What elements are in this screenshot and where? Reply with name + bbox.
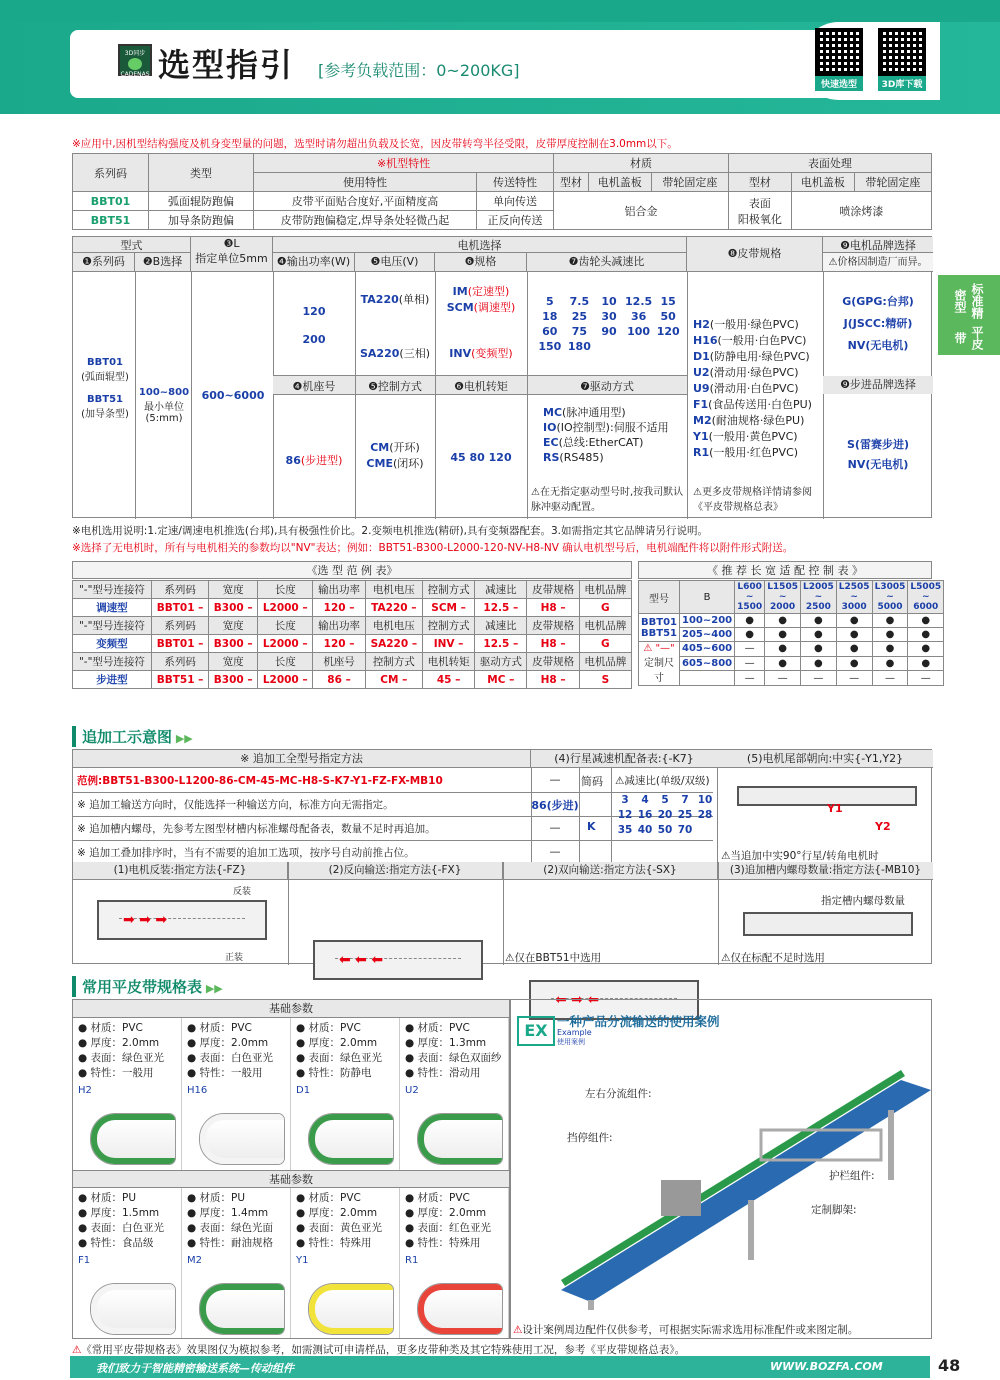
fit-cell: — bbox=[765, 671, 801, 686]
table-header-cell: L2005 ~ 2500 bbox=[800, 581, 836, 614]
table-row bbox=[73, 671, 632, 689]
brand-list bbox=[823, 291, 933, 357]
spec-line: ● 特性：特殊用 bbox=[296, 1237, 372, 1249]
belt-code: U9 bbox=[693, 382, 710, 395]
table-header-cell: L3005 ~ 5000 bbox=[872, 581, 908, 614]
series-table: 系列码 类型 ※机型特性 材质 表面处理 使用特性 传送特性 型材 电机盖板 带轮固定座 型材 电机盖板 带轮固定座 BBT01 弧面辊防跑偏 皮带平面贴合度好,平面精度高 单向传送 铝合金 表面 阳极氧化 喷涂烤漆 BBT51 加导条防跑偏 皮带防跑偏稳定,焊导条处轻微凸起 正反向传送 bbox=[72, 153, 932, 230]
ratio-value: 5 bbox=[545, 295, 554, 308]
belt-item: M2(耐油规格·绿色PU) bbox=[693, 414, 805, 427]
belt-code: F1 bbox=[78, 1255, 91, 1266]
spec-line: ● 厚度：1.4mm bbox=[187, 1207, 269, 1219]
table-header-cell: 电机品牌 bbox=[579, 653, 631, 671]
ratio-value: 10 bbox=[601, 295, 617, 308]
ratio-value: 7.5 bbox=[569, 295, 590, 308]
step-brand-item: NV(无电机) bbox=[847, 458, 909, 471]
footer-bar: 我们致力于智能精密输送系统—传动组件 WWW.BOZFA.COM bbox=[70, 1356, 930, 1378]
table-cell: 12.5 – bbox=[475, 635, 527, 653]
belt-sample-icon bbox=[418, 1114, 502, 1164]
ratio-value: 180 bbox=[567, 340, 591, 353]
drive-item: IO(IO控制型):伺服不适用 bbox=[543, 421, 669, 434]
qr-code-icon[interactable] bbox=[815, 28, 863, 76]
table-cell: MC – bbox=[475, 671, 527, 689]
spec-line: ● 厚度：1.3mm bbox=[405, 1037, 487, 1049]
ratio-value: 150 bbox=[538, 340, 562, 353]
table-cell: L2000 – bbox=[258, 635, 313, 653]
table-header-cell: 系列码 bbox=[151, 617, 208, 635]
fit-cell: ● bbox=[765, 628, 801, 642]
drive-item: RS(RS485) bbox=[543, 451, 604, 464]
model-cell bbox=[639, 614, 680, 642]
table-header-cell: 输出功率 bbox=[313, 581, 365, 599]
belt-code: U2 bbox=[693, 366, 710, 379]
belt-code: H2 bbox=[78, 1085, 92, 1096]
table-cell: B300 – bbox=[209, 599, 258, 617]
spec-line: ● 特性：耐油规格 bbox=[187, 1237, 273, 1249]
note-motor: ※电机选用说明:1.定速/调速电机推选(台邦),具有极强性价比。2.变频电机推选(精研),具有变频器配套。3.如需指定其它品牌请另行说明。 bbox=[72, 525, 708, 537]
spec-line: ● 厚度：2.0mm bbox=[405, 1207, 487, 1219]
cadenas-logo: 3D同步 CADENAS bbox=[118, 44, 152, 76]
belt-list bbox=[693, 317, 821, 461]
table-header-cell: 减速比 bbox=[475, 581, 527, 599]
fit-cell: ● bbox=[735, 628, 765, 642]
table-header-cell: 宽度 bbox=[209, 653, 258, 671]
table-row bbox=[639, 642, 944, 657]
fit-cell: — bbox=[836, 671, 872, 686]
table-header-cell: 减速比 bbox=[475, 617, 527, 635]
table-cell: H8 – bbox=[527, 599, 579, 617]
k-value: 5 bbox=[661, 794, 669, 806]
fit-cell: ● bbox=[800, 656, 836, 671]
fit-cell: ● bbox=[908, 642, 944, 657]
b-range: 100~200 bbox=[679, 614, 734, 628]
ratio-value: 36 bbox=[630, 310, 647, 323]
drive-list bbox=[543, 405, 687, 465]
drive-code: MC bbox=[543, 406, 563, 419]
header-top-band bbox=[0, 0, 1000, 22]
table-cell: CM – bbox=[365, 671, 422, 689]
table-header-cell: 电机品牌 bbox=[579, 617, 631, 635]
fit-cell: ● bbox=[908, 628, 944, 642]
table-row bbox=[73, 635, 632, 653]
k-value: 35 bbox=[617, 824, 633, 836]
table-cell: SCM – bbox=[422, 599, 474, 617]
spec-line: ● 表面：绿色光面 bbox=[187, 1222, 273, 1234]
table-header-cell: L1505 ~ 2000 bbox=[765, 581, 801, 614]
qr1-label: 快速选型 bbox=[815, 76, 863, 91]
table-row bbox=[639, 656, 944, 671]
spec-line: ● 特性：特殊用 bbox=[405, 1237, 481, 1249]
belt-item: D1(防静电用·绿色PVC) bbox=[693, 350, 810, 363]
spec-line: ● 材质：PVC bbox=[187, 1022, 252, 1034]
fit-cell: ● bbox=[908, 614, 944, 628]
table-header-cell: "-"型号连接符 bbox=[73, 653, 152, 671]
k-value: 40 bbox=[637, 824, 653, 836]
table-header-cell: 控制方式 bbox=[422, 581, 474, 599]
belt-sample-icon bbox=[309, 1114, 393, 1164]
model-name: BBT01 bbox=[641, 616, 677, 628]
table-cell: SA220 – bbox=[365, 635, 422, 653]
spec-line: ● 材质：PU bbox=[78, 1192, 137, 1204]
spec-line: ● 材质：PU bbox=[187, 1192, 246, 1204]
spec-line: ● 材质：PVC bbox=[405, 1022, 470, 1034]
table-row bbox=[639, 671, 944, 686]
table-row bbox=[73, 653, 632, 671]
table-header-cell: 电机品牌 bbox=[579, 581, 631, 599]
belt-spec-card bbox=[291, 1188, 400, 1338]
section-belt: 常用平皮带规格表 ▶▶ bbox=[72, 976, 223, 997]
drive-code: EC bbox=[543, 436, 559, 449]
table-cell: 120 – bbox=[313, 599, 365, 617]
qr2-label: 3D库下载 bbox=[878, 76, 926, 91]
brand-item: G(GPG:台邦) bbox=[842, 295, 914, 308]
mb-diagram bbox=[743, 912, 913, 936]
belt-spec-card bbox=[400, 1018, 509, 1170]
table-header-cell: 电机转矩 bbox=[422, 653, 474, 671]
brand-item: NV(无电机) bbox=[847, 339, 909, 352]
page-title: 选型指引 bbox=[158, 46, 295, 84]
example-table bbox=[72, 580, 632, 689]
fit-cell: ● bbox=[872, 642, 908, 657]
fit-cell: ● bbox=[908, 656, 944, 671]
spec-line: ● 厚度：2.0mm bbox=[296, 1207, 378, 1219]
belt-code: U2 bbox=[405, 1085, 419, 1096]
table-row bbox=[73, 581, 632, 599]
belt-code: Y1 bbox=[296, 1255, 309, 1266]
k-value: 70 bbox=[677, 824, 693, 836]
fit-cell: ● bbox=[836, 614, 872, 628]
table-header-cell: 电机电压 bbox=[365, 617, 422, 635]
ratio-value: 15 bbox=[660, 295, 676, 308]
spec-line: ● 表面：绿色双面纱 bbox=[405, 1052, 502, 1064]
table-header-cell: 型号 bbox=[639, 581, 680, 614]
fit-table bbox=[638, 580, 944, 686]
table-cell: 调速型 bbox=[73, 599, 152, 617]
k-value: 20 bbox=[657, 809, 673, 821]
selection-table: 型式 ❶系列码 ❷B选择 ❸L 指定单位5mm 电机选择 ❹输出功率(W) ❺电压(V) ❻规格 ❼齿轮头减速比 ❽皮带规格 ❾电机品牌选择 ⚠价格因制造厂而异。 BBT01 (弧面辊型) BBT51 (加导条型) 100~800 最小单位 (5:mm) 600~6000 ❹机座号 ❺控制方式 ❻电机转矩 ❼驱动方式 120 200 TA220(单相) SA220(三相) IM(定速型) SCM(调速型) INV(变频型) 5 7.5 10 12.5 15 18 25 30 36 50 60 75 90 100 120 150 180 86(步进型) CM(开环) CME(闭环) 45 80 120 MC(脉冲通用型) IO(IO控制型):伺服不适用 EC(总线:EtherCAT) RS(RS485) ⚠在无指定驱动型号时,按我司默认脉冲驱动配置。 H2(一般用·绿色PVC) H16(一般用·白色PVC) D1(防静电用·绿色PVC) U2(滑动用·绿色PVC) U9(滑动用·白色PVC) F1(食品传送用·白色PU) M2(耐油规格·绿色PU) Y1(一般用·黄色PVC) R1(一般用·红色PVC) ⚠更多皮带规格详情请参阅《平皮带规格总表》 G(GPG:台邦) J(JSCC:精研) NV(无电机) ❾步进品牌选择 S(雷赛步进) NV(无电机) bbox=[72, 236, 932, 518]
spec-line: ● 厚度：2.0mm bbox=[296, 1037, 378, 1049]
table-cell: BBT01 – bbox=[151, 635, 208, 653]
example-table-title: 《选 型 范 例 表》 bbox=[72, 561, 632, 579]
fit-table-title: 《 推 荐 长 宽 适 配 控 制 表 》 bbox=[638, 561, 932, 579]
belt-code: R1 bbox=[405, 1255, 419, 1266]
k-value: 25 bbox=[677, 809, 693, 821]
qr-area bbox=[800, 22, 940, 100]
k-value: 50 bbox=[657, 824, 673, 836]
b-range: 205~400 bbox=[679, 628, 734, 642]
step-brand-item: S(雷赛步进) bbox=[847, 438, 909, 451]
belt-code: M2 bbox=[693, 414, 712, 427]
example-case: EX Example 使用案例 一种产品分流输送的使用案例 左右分流组件: 挡停组件: 护栏组件: 定制脚架: ⚠设计案例周边配件仅供参考，可根据实际需求选用标准配件或来图定制。 bbox=[510, 999, 932, 1339]
brand-item: J(JSCC:精研) bbox=[843, 317, 913, 330]
spec-line: ● 特性：一般用 bbox=[78, 1067, 154, 1079]
table-header-cell: 皮带规格 bbox=[527, 617, 579, 635]
table-cell: INV – bbox=[422, 635, 474, 653]
fit-cell: ● bbox=[872, 656, 908, 671]
spec-line: ● 表面：黄色亚光 bbox=[296, 1222, 382, 1234]
belt-code: H16 bbox=[187, 1085, 208, 1096]
belt-code: D1 bbox=[693, 350, 710, 363]
page-number: 48 bbox=[938, 1356, 961, 1375]
belt-item: F1(食品传送用·白色PU) bbox=[693, 398, 812, 411]
fit-cell: — bbox=[735, 671, 765, 686]
k-value: 28 bbox=[697, 809, 713, 821]
spec-line: ● 材质：PVC bbox=[296, 1192, 361, 1204]
spec-line: ● 材质：PVC bbox=[78, 1022, 143, 1034]
table-header-cell: 皮带规格 bbox=[527, 581, 579, 599]
table-header-cell: 系列码 bbox=[151, 653, 208, 671]
table-cell: 变频型 bbox=[73, 635, 152, 653]
ratio-value: 12.5 bbox=[625, 295, 653, 308]
table-cell: G bbox=[579, 599, 631, 617]
k-value: 12 bbox=[617, 809, 633, 821]
table-cell: L2000 – bbox=[258, 599, 313, 617]
b-range: 405~600 bbox=[679, 642, 734, 657]
table-header-cell: 控制方式 bbox=[365, 653, 422, 671]
belt-code: D1 bbox=[296, 1085, 311, 1096]
page-subtitle: [参考负载范围：0~200KG] bbox=[318, 61, 520, 80]
table-header-cell: B bbox=[679, 581, 734, 614]
belt-code: Y1 bbox=[693, 430, 709, 443]
k-value: 10 bbox=[697, 794, 713, 806]
table-row bbox=[639, 581, 944, 614]
belt-spec-card bbox=[73, 1188, 182, 1338]
fit-cell: ● bbox=[800, 614, 836, 628]
belt-item: H16(一般用·白色PVC) bbox=[693, 334, 807, 347]
table-header-cell: 驱动方式 bbox=[475, 653, 527, 671]
table-cell: TA220 – bbox=[365, 599, 422, 617]
spec-line: ● 厚度：2.0mm bbox=[187, 1037, 269, 1049]
belt-sample-icon bbox=[200, 1114, 284, 1164]
fit-cell: ● bbox=[836, 628, 872, 642]
belt-spec-table: 基础参数 ● 材质：PVC ● 厚度：2.0mm ● 表面：绿色亚光 ● 特性：一般用 H2 ● 材质：PVC ● 厚度：2.0mm ● 表面：白色亚光 ● 特性：一般用 H16 ● 材质：PVC ● 厚度：2.0mm ● 表面：绿色亚光 ● 特性：防静电 D1 ● 材质：PVC ● 厚度：1.3mm ● 表面：绿色双面纱 ● 特性：滑动用 U2 基础参数 ● 材质：PU ● 厚度：1.5mm ● 表面：白色亚光 ● 特性：食品级 F1 ● 材质：PU ● 厚度：1.4mm ● 表面：绿色光面 ● 特性：耐油规格 M2 ● 材质：PVC ● 厚度：2.0mm ● 表面：黄色亚光 ● 特性：特殊用 Y1 ● 材质：PVC ● 厚度：2.0mm ● 表面：红色亚光 ● 特性：特殊用 R1 bbox=[72, 999, 510, 1339]
spec-line: ● 表面：红色亚光 bbox=[405, 1222, 491, 1234]
table-header-cell: 系列码 bbox=[151, 581, 208, 599]
ratio-value: 75 bbox=[571, 325, 588, 338]
fit-cell: ● bbox=[800, 642, 836, 657]
fit-cell: — bbox=[735, 642, 765, 657]
table-cell: BBT51 – bbox=[151, 671, 208, 689]
belt-spec-card bbox=[73, 1018, 182, 1170]
table-cell: 步进型 bbox=[73, 671, 152, 689]
belt-code: M2 bbox=[187, 1255, 202, 1266]
drive-item: MC(脉冲通用型) bbox=[543, 406, 626, 419]
table-cell: H8 – bbox=[527, 635, 579, 653]
belt-code: H16 bbox=[693, 334, 718, 347]
sx-diagram: ⬅ ➡ ⬅ bbox=[529, 980, 699, 1020]
table-cell: 45 – bbox=[422, 671, 474, 689]
fit-cell: ● bbox=[872, 614, 908, 628]
table-cell: G bbox=[579, 635, 631, 653]
table-header-cell: 控制方式 bbox=[422, 617, 474, 635]
belt-code: F1 bbox=[693, 398, 709, 411]
belt-item: H2(一般用·绿色PVC) bbox=[693, 318, 799, 331]
belt-item: R1(一般用·红色PVC) bbox=[693, 446, 799, 459]
fit-cell: — bbox=[800, 671, 836, 686]
ratio-value: 120 bbox=[656, 325, 680, 338]
spec-line: ● 表面：绿色亚光 bbox=[78, 1052, 164, 1064]
table-cell: B300 – bbox=[209, 635, 258, 653]
spec-line: ● 材质：PVC bbox=[405, 1192, 470, 1204]
table-row bbox=[639, 614, 944, 628]
table-header-cell: "-"型号连接符 bbox=[73, 617, 152, 635]
table-row bbox=[73, 599, 632, 617]
table-header-cell: 宽度 bbox=[209, 581, 258, 599]
table-header-cell: 电机电压 bbox=[365, 581, 422, 599]
table-header-cell: 长度 bbox=[258, 617, 313, 635]
fit-cell: — bbox=[735, 656, 765, 671]
spec-line: ● 表面：绿色亚光 bbox=[296, 1052, 382, 1064]
belt-code: H2 bbox=[693, 318, 710, 331]
belt-item: U9(滑动用·白色PVC) bbox=[693, 382, 799, 395]
table-header-cell: 宽度 bbox=[209, 617, 258, 635]
ratio-value: 50 bbox=[660, 310, 676, 323]
extra-section: ※ 追加工全型号指定方法 范例:BBT51-B300-L1200-86-CM-45-MC-H8-S-K7-Y1-FZ-FX-MB10 ※ 追加工输送方向时，仅能选择一种输送方向，标准方向无需指定。 ※ 追加槽内螺母，先参考左图型材槽内标准螺母配备表，数量不足时再追加。 ※ 追加工叠加排序时，当有不需要的追加工选项，按序号自动前推占位。 (4)行星减速机配备表:{-K7} — 86(步进) — — 简码 K ⚠减速比(单级/双级) 3 4 5 7 10 12 16 20 25 28 35 40 50 70 (5)电机尾部朝向:中实{-Y1,Y2} Y1 Y2 ⚠当追加中实90°行星/转角电机时 (1)电机反装:指定方法{-FZ} (2)反向输送:指定方法{-FX} (2)双向输送:指定方法{-SX} (3)追加槽内螺母数量:指定方法{-MB10} ➡ ➡ ➡ 反装 正装 ⬅ ⬅ ⬅ ⬅ ➡ ⬅ ⚠仅在BBT51中选用 指定槽内螺母数量 ⚠仅在标配不足时选用 bbox=[72, 749, 932, 964]
fit-cell: ● bbox=[800, 628, 836, 642]
table-row bbox=[73, 617, 632, 635]
model-name: BBT51 bbox=[641, 627, 677, 639]
drive-code: IO bbox=[543, 421, 557, 434]
table-header-cell: L2505 ~ 3000 bbox=[836, 581, 872, 614]
spec-line: ● 特性：滑动用 bbox=[405, 1067, 481, 1079]
table-cell: S bbox=[579, 671, 631, 689]
spec-line: ● 表面：白色亚光 bbox=[187, 1052, 273, 1064]
fit-cell: ● bbox=[836, 656, 872, 671]
step-brand-list bbox=[823, 435, 933, 475]
custom-note: 定制尺寸 bbox=[643, 658, 674, 684]
note-nv: ※选择了无电机时，所有与电机相关的参数均以"NV"表达；例如：BBT51-B300-L2000-120-NV-H8-NV 确认电机型号后，电机端配件将以附件形式附送。 bbox=[72, 542, 794, 554]
spec-line: ● 特性：食品级 bbox=[78, 1237, 154, 1249]
table-cell: 86 – bbox=[313, 671, 365, 689]
table-header-cell: "-"型号连接符 bbox=[73, 581, 152, 599]
belt-item: U2(滑动用·绿色PVC) bbox=[693, 366, 799, 379]
belt-code: R1 bbox=[693, 446, 710, 459]
dash-note: ⚠ "—" bbox=[643, 643, 675, 654]
ratio-value: 90 bbox=[601, 325, 617, 338]
ratio-value: 60 bbox=[542, 325, 558, 338]
belt-item: Y1(一般用·黄色PVC) bbox=[693, 430, 798, 443]
drive-item: EC(总线:EtherCAT) bbox=[543, 436, 644, 449]
ratio-value: 18 bbox=[542, 310, 558, 323]
k-value: 4 bbox=[641, 794, 649, 806]
belt-sample-icon bbox=[91, 1284, 175, 1334]
fit-cell: ● bbox=[872, 628, 908, 642]
qr-code-icon[interactable] bbox=[878, 28, 926, 76]
fit-cell: ● bbox=[765, 614, 801, 628]
bottom-note: ⚠《常用平皮带规格表》效果图仅为模拟参考，如需测试可申请样品，更多皮带种类及其它特殊使用工况，参考《平皮带规格总表》。 bbox=[72, 1344, 686, 1356]
k-value: 7 bbox=[681, 794, 689, 806]
spec-line: ● 特性：防静电 bbox=[296, 1067, 372, 1079]
fit-cell: ● bbox=[735, 614, 765, 628]
ratio-value: 100 bbox=[627, 325, 651, 338]
k-ratio-grid bbox=[615, 794, 715, 836]
table-row bbox=[639, 628, 944, 642]
table-header-cell: 机座号 bbox=[313, 653, 365, 671]
belt-sample-icon bbox=[418, 1284, 502, 1334]
fx-diagram: ⬅ ⬅ ⬅ bbox=[313, 940, 483, 980]
table-header-cell: L600 ~ 1500 bbox=[735, 581, 765, 614]
b-range: 605~800 bbox=[679, 656, 734, 671]
table-header-cell: 皮带规格 bbox=[527, 653, 579, 671]
table-cell: 12.5 – bbox=[475, 599, 527, 617]
table-header-cell: 输出功率 bbox=[313, 617, 365, 635]
fit-cell: ● bbox=[765, 642, 801, 657]
note-cell bbox=[639, 642, 680, 686]
k-value: 3 bbox=[621, 794, 629, 806]
belt-spec-card bbox=[291, 1018, 400, 1170]
ratio-value: 30 bbox=[601, 310, 617, 323]
table-header-cell: 长度 bbox=[258, 653, 313, 671]
spec-line: ● 材质：PVC bbox=[296, 1022, 361, 1034]
belt-spec-card bbox=[182, 1188, 291, 1338]
belt-sample-icon bbox=[200, 1284, 284, 1334]
belt-sample-icon bbox=[91, 1114, 175, 1164]
belt-spec-card bbox=[182, 1018, 291, 1170]
table-cell: BBT01 – bbox=[151, 599, 208, 617]
belt-sample-icon bbox=[309, 1284, 393, 1334]
drive-code: RS bbox=[543, 451, 560, 464]
side-tab: 标准精密型 平皮带 bbox=[938, 275, 1000, 355]
fit-cell: ● bbox=[836, 642, 872, 657]
table-cell: L2000 – bbox=[258, 671, 313, 689]
table-header-cell: 长度 bbox=[258, 581, 313, 599]
table-cell: H8 – bbox=[527, 671, 579, 689]
ratio-value: 25 bbox=[571, 310, 588, 323]
spec-line: ● 厚度：1.5mm bbox=[78, 1207, 160, 1219]
table-cell: 120 – bbox=[313, 635, 365, 653]
spec-line: ● 特性：一般用 bbox=[187, 1067, 263, 1079]
section-extra: 追加工示意图 ▶▶ bbox=[72, 726, 193, 747]
note-top: ※应用中,因机型结构强度及机身变型量的问题，选型时请勿超出负载及长宽，因皮带转弯半径受限，皮带厚度控制在3.0mm以下。 bbox=[72, 138, 678, 150]
table-header-cell: L5005 ~ 6000 bbox=[908, 581, 944, 614]
ratio-grid bbox=[535, 295, 683, 353]
fit-cell: — bbox=[908, 671, 944, 686]
fz-diagram: ➡ ➡ ➡ bbox=[97, 900, 267, 940]
fit-cell: ● bbox=[765, 656, 801, 671]
k-value: 16 bbox=[637, 809, 653, 821]
belt-spec-card bbox=[400, 1188, 509, 1338]
spec-line: ● 表面：白色亚光 bbox=[78, 1222, 164, 1234]
b-range bbox=[679, 671, 734, 686]
table-cell: B300 – bbox=[209, 671, 258, 689]
fit-cell: — bbox=[872, 671, 908, 686]
spec-line: ● 厚度：2.0mm bbox=[78, 1037, 160, 1049]
